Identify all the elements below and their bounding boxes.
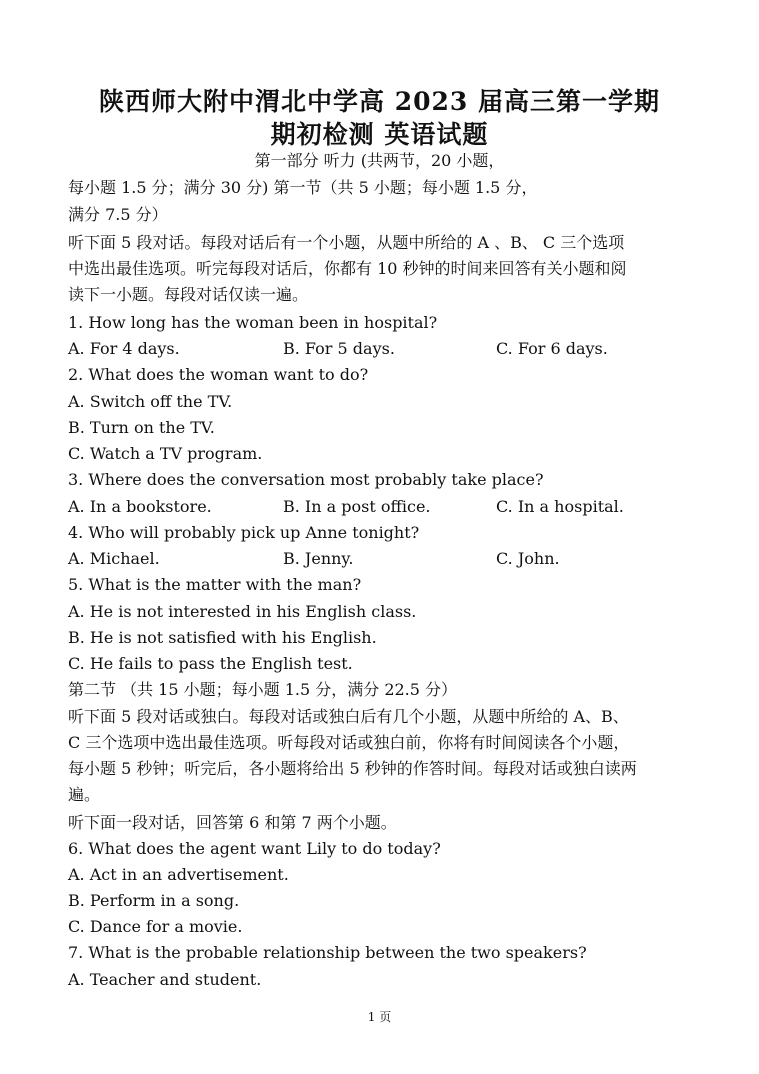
section2-instruction-line: C 三个选项中选出最佳选项。听每段对话或独白前，你将有时间阅读各个小题， <box>68 733 630 752</box>
option-b: B. Turn on the TV. <box>68 418 215 437</box>
option-a: A. Act in an advertisement. <box>68 865 289 884</box>
exam-title-line-2: 期初检测 英语试题 <box>270 120 489 149</box>
section2-instruction-line: 遍。 <box>68 785 101 804</box>
part-one-total: 满分 7.5 分） <box>68 205 168 224</box>
section2-header: 第二节 （共 15 小题；每小题 1.5 分，满分 22.5 分） <box>68 680 458 699</box>
option-c: C. He fails to pass the English test. <box>68 654 353 673</box>
option-c: C. John. <box>496 549 560 568</box>
option-a: A. Switch off the TV. <box>68 392 233 411</box>
question-1-stem: 1. How long has the woman been in hospital? <box>68 313 438 332</box>
section1-instruction-line: 读下一小题。每段对话仅读一遍。 <box>68 285 309 304</box>
question-6-stem: 6. What does the agent want Lily to do today? <box>68 839 441 858</box>
question-7-stem: 7. What is the probable relationship between the two speakers? <box>68 943 587 962</box>
question-3-stem: 3. Where does the conversation most probably take place? <box>68 470 544 489</box>
option-a: A. For 4 days. <box>68 339 180 358</box>
question-4-stem: 4. Who will probably pick up Anne tonight? <box>68 523 420 542</box>
option-b: B. For 5 days. <box>283 339 395 358</box>
dialogue-intro: 听下面一段对话，回答第 6 和第 7 两个小题。 <box>68 813 397 832</box>
section1-instruction-line: 听下面 5 段对话。每段对话后有一个小题，从题中所给的 A 、B、 C 三个选项 <box>68 233 625 252</box>
option-c: C. For 6 days. <box>496 339 608 358</box>
section2-instruction-line: 听下面 5 段对话或独白。每段对话或独白后有几个小题，从题中所给的 A、B、 <box>68 707 629 726</box>
option-b: B. In a post office. <box>283 497 431 516</box>
option-b: B. He is not satisfied with his English. <box>68 628 377 647</box>
option-c: C. In a hospital. <box>496 497 624 516</box>
question-5-stem: 5. What is the matter with the man? <box>68 575 362 594</box>
option-b: B. Jenny. <box>283 549 354 568</box>
option-a: A. Michael. <box>68 549 160 568</box>
part-one-scoring: 每小题 1.5 分；满分 30 分) 第一节（共 5 小题；每小题 1.5 分， <box>68 178 538 197</box>
part-one-header: 第一部分 听力 (共两节，20 小题， <box>254 151 505 170</box>
option-a: A. In a bookstore. <box>68 497 212 516</box>
section1-instruction-line: 中选出最佳选项。听完每段对话后，你都有 10 秒钟的时间来回答有关小题和阅 <box>68 259 627 278</box>
question-2-stem: 2. What does the woman want to do? <box>68 365 369 384</box>
option-b: B. Perform in a song. <box>68 891 240 910</box>
option-a: A. He is not interested in his English class. <box>68 602 417 621</box>
page-number: 1 页 <box>367 1010 392 1024</box>
exam-title-line-1: 陕西师大附中渭北中学高 2023 届高三第一学期 <box>99 87 660 116</box>
option-a: A. Teacher and student. <box>68 970 262 989</box>
option-c: C. Watch a TV program. <box>68 444 263 463</box>
section2-instruction-line: 每小题 5 秒钟；听完后，各小题将给出 5 秒钟的作答时间。每段对话或独白读两 <box>68 759 637 778</box>
option-c: C. Dance for a movie. <box>68 917 243 936</box>
